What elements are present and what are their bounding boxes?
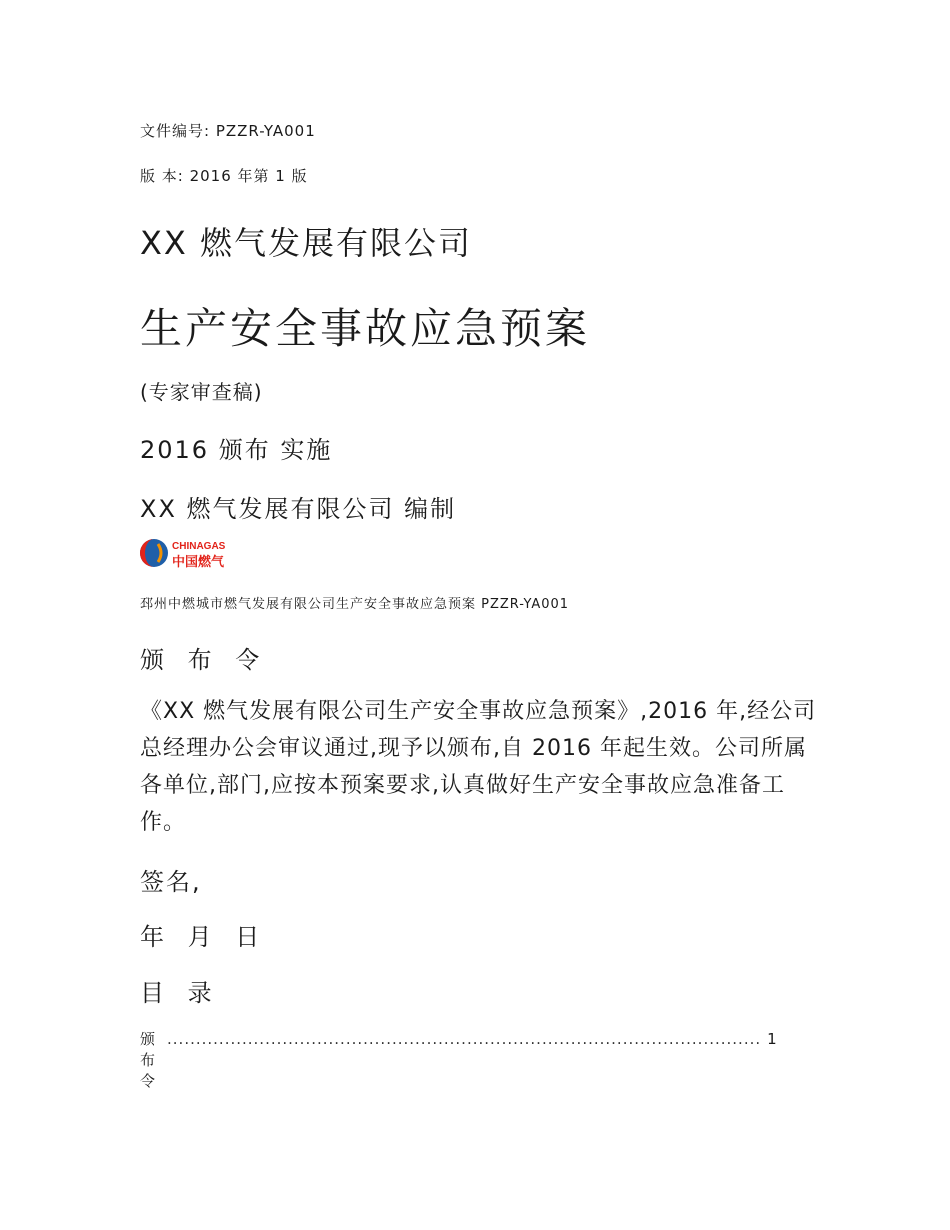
version-line: 版 本: 2016 年第 1 版 [140, 167, 308, 185]
toc-entry-page: 1 [767, 1030, 778, 1048]
signature-line: 签名, [140, 868, 202, 896]
issue-line: 2016 颁布 实施 [140, 436, 333, 464]
date-line: 年 月 日 [140, 923, 268, 951]
toc-heading: 目 录 [140, 979, 220, 1007]
file-number: 文件编号: PZZR-YA001 [140, 122, 316, 140]
svg-text:中国燃气: 中国燃气 [172, 555, 225, 570]
draft-note: (专家审查稿) [140, 380, 263, 404]
toc-entry[interactable] [140, 1028, 778, 1091]
decree-paragraph: 《XX 燃气发展有限公司生产安全事故应急预案》,2016 年,经公司总经理办公会审议通过,现予以颁布,自 2016 年起生效。公司所属各单位,部门,应按本预案要求,认真做好生产安全事故应急准备工作。 [140, 699, 817, 835]
chinagas-logo [138, 536, 242, 570]
toc-leader-dots: ....................................................................................................... [167, 1030, 762, 1048]
company-name: XX 燃气发展有限公司 [140, 224, 473, 262]
toc-entry-label: 颁 布 令 [140, 1030, 162, 1090]
document-title: 生产安全事故应急预案 [140, 304, 591, 353]
running-header: 邳州中燃城市燃气发展有限公司生产安全事故应急预案 PZZR-YA001 [140, 597, 570, 612]
compiled-by: XX 燃气发展有限公司 编制 [140, 495, 457, 523]
svg-text:CHINAGAS: CHINAGAS [172, 541, 226, 552]
decree-heading: 颁 布 令 [140, 646, 268, 674]
